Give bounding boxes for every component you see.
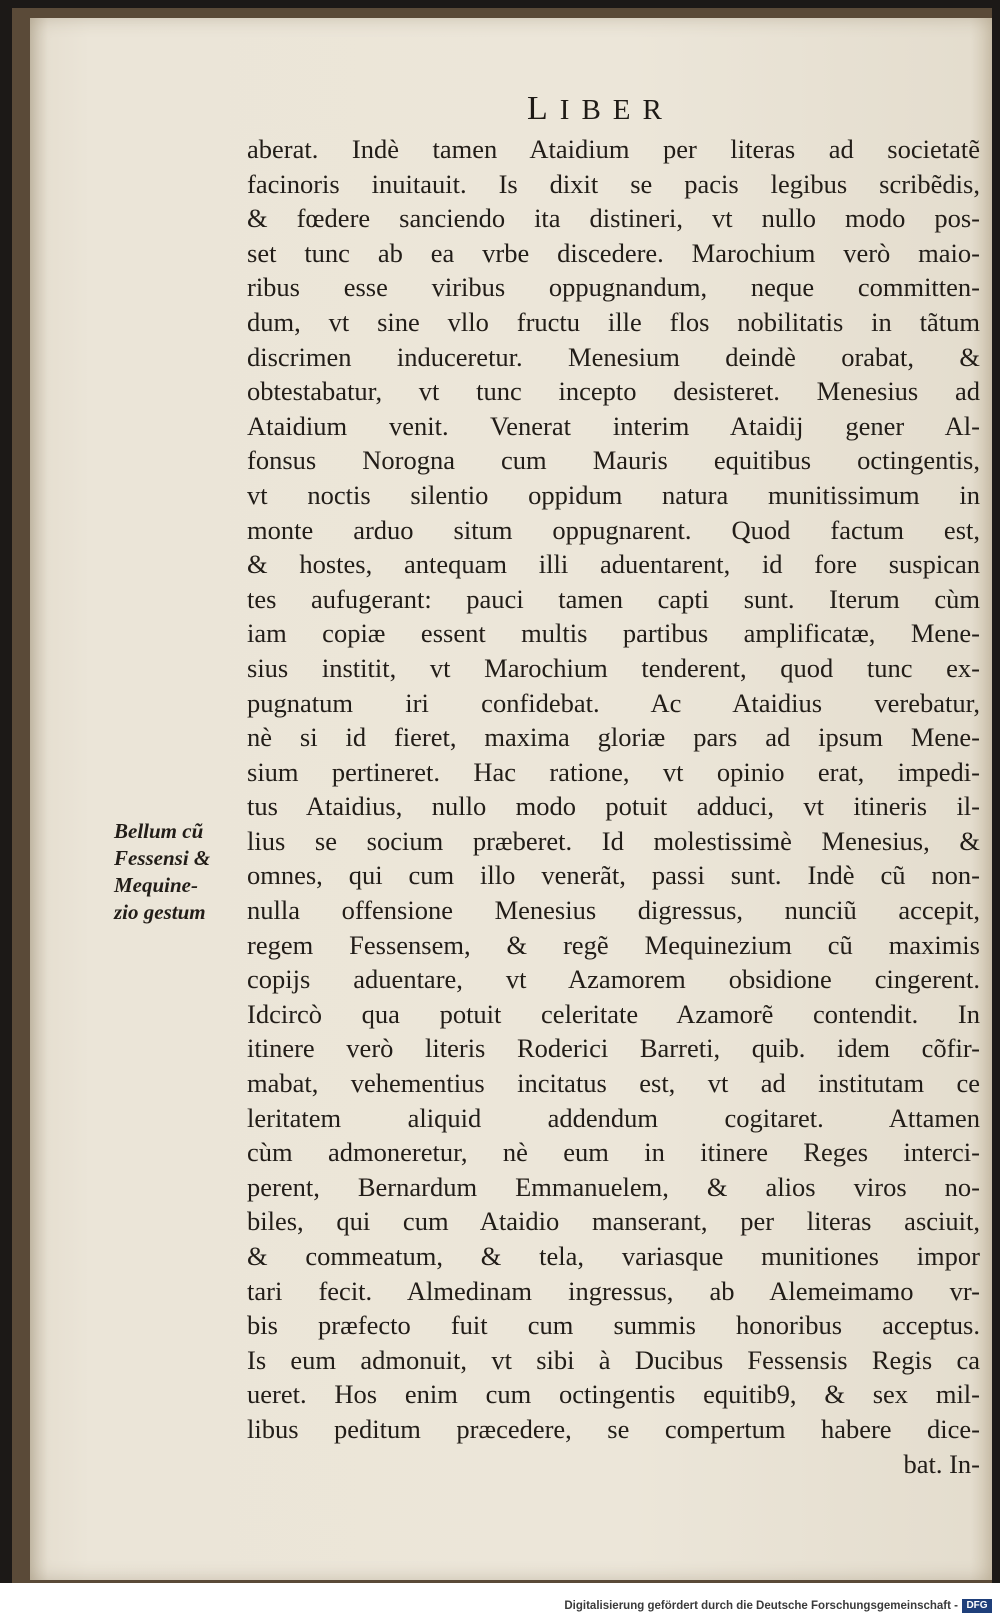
text-line: & hostes, antequam illi aduentarent, id fore suspican bbox=[247, 549, 980, 580]
text-line: discrimen induceretur. Menesium deindè orabat, & bbox=[247, 341, 980, 372]
text-line: tes aufugerant: pauci tamen capti sunt. Iterum cùm bbox=[247, 583, 980, 614]
digitization-footer bbox=[0, 1583, 1000, 1621]
text-line: bis præfecto fuit cum summis honoribus acceptus. bbox=[247, 1310, 980, 1341]
text-line: tus Ataidius, nullo modo potuit adduci, vt itineris il- bbox=[247, 791, 980, 822]
funding-credit: Digitalisierung gefördert durch die Deutsche Forschungsgemeinschaft - bbox=[564, 1600, 958, 1612]
text-line: set tunc ab ea vrbe discedere. Marochium verò maio- bbox=[247, 237, 980, 268]
marginal-note bbox=[114, 818, 244, 926]
text-line: dum, vt sine vllo fructu ille flos nobilitatis in tãtum bbox=[247, 306, 980, 337]
text-line: sium pertineret. Hac ratione, vt opinio erat, impedi- bbox=[247, 756, 980, 787]
running-head bbox=[30, 90, 992, 128]
text-line: monte arduo situm oppugnarent. Quod factum est, bbox=[247, 514, 980, 545]
text-line: vt noctis silentio oppidum natura munitissimum in bbox=[247, 479, 980, 510]
catchword-line: bat. In- bbox=[903, 1448, 980, 1479]
text-line: lius se socium præberet. Id molestissimè Menesius, & bbox=[247, 825, 980, 856]
marginal-note-line: Mequine- bbox=[114, 873, 198, 897]
text-line: itinere verò literis Roderici Barreti, quib. idem cõfir- bbox=[247, 1033, 980, 1064]
marginal-note-line: Fessensi & bbox=[114, 846, 211, 870]
dfg-logo-icon: DFG bbox=[962, 1599, 992, 1613]
text-line: tari fecit. Almedinam ingressus, ab Alemeimamo vr- bbox=[247, 1275, 980, 1306]
running-head-rest: IBER bbox=[559, 94, 674, 126]
text-line: & commeatum, & tela, variasque munitiones impor bbox=[247, 1241, 980, 1271]
text-line: libus peditum præcedere, se compertum habere dice- bbox=[247, 1413, 980, 1444]
text-line: aberat. Indè tamen Ataidium per literas ad societatẽ bbox=[247, 134, 980, 164]
text-line: copijs aduentare, vt Azamorem obsidione cingerent. bbox=[247, 964, 980, 995]
text-line: Ataidium venit. Venerat interim Ataidij gener Al- bbox=[247, 410, 980, 441]
marginal-note-line: Bellum cũ bbox=[114, 819, 204, 843]
text-line: mabat, vehementius incitatus est, vt ad institutam ce bbox=[247, 1068, 980, 1099]
text-line: sius institit, vt Marochium tenderent, quod tunc ex- bbox=[247, 652, 980, 683]
book-page bbox=[30, 18, 992, 1580]
text-line: obtestabatur, vt tunc incepto desisteret. Menesius ad bbox=[247, 376, 980, 407]
text-line: biles, qui cum Ataidio manserant, per literas asciuit, bbox=[247, 1206, 980, 1237]
text-line: facinoris inuitauit. Is dixit se pacis legibus scribẽdis, bbox=[247, 168, 980, 199]
body-text bbox=[247, 132, 980, 1481]
marginal-note-line: zio gestum bbox=[114, 900, 206, 924]
text-line: Idcircò qua potuit celeritate Azamorẽ contendit. In bbox=[247, 998, 980, 1029]
text-line: cùm admoneretur, nè eum in itinere Reges interci- bbox=[247, 1137, 980, 1168]
text-line: nè si id fieret, maxima gloriæ pars ad ipsum Mene- bbox=[247, 722, 980, 753]
text-line: ueret. Hos enim cum octingentis equitib9, & sex mil- bbox=[247, 1379, 980, 1410]
text-line: pugnatum iri confidebat. Ac Ataidius verebatur, bbox=[247, 687, 980, 718]
text-line: iam copiæ essent multis partibus amplificatæ, Mene- bbox=[247, 618, 980, 649]
text-line: leritatem aliquid addendum cogitaret. Attamen bbox=[247, 1102, 980, 1133]
text-line: perent, Bernardum Emmanuelem, & alios viros no- bbox=[247, 1171, 980, 1202]
running-head-initial: L bbox=[527, 90, 560, 127]
text-line: ribus esse viribus oppugnandum, neque committen- bbox=[247, 272, 980, 303]
text-line: & fœdere sanciendo ita distineri, vt nullo modo pos- bbox=[247, 203, 980, 234]
text-line: Is eum admonuit, vt sibi à Ducibus Fessensis Regis ca bbox=[247, 1344, 980, 1375]
text-line: fonsus Norogna cum Mauris equitibus octingentis, bbox=[247, 445, 980, 476]
text-line: regem Fessensem, & regẽ Mequinezium cũ maximis bbox=[247, 929, 980, 960]
text-line: omnes, qui cum illo venerãt, passi sunt. Indè cũ non- bbox=[247, 860, 980, 891]
text-line: nulla offensione Menesius digressus, nunciũ accepit, bbox=[247, 895, 980, 926]
